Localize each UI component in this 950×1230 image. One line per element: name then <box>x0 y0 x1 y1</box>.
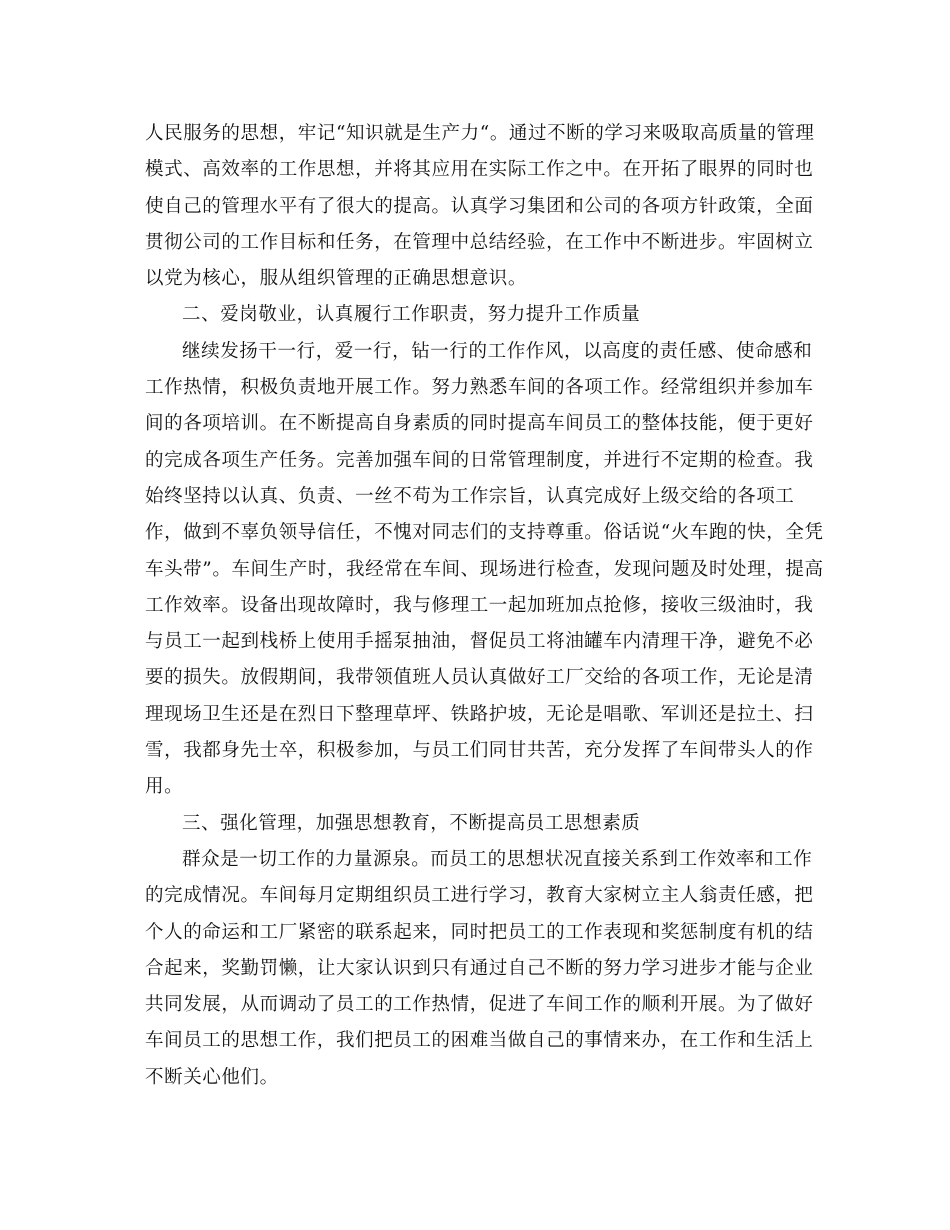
text-line: 车头带”。车间生产时，我经常在车间、现场进行检查，发现问题及时处理，提高 <box>145 558 824 580</box>
text-line: 使自己的管理水平有了很大的提高。认真学习集团和公司的各项方针政策，全面 <box>145 195 814 217</box>
paragraph-1 <box>145 116 815 297</box>
text-line: 作，做到不辜负领导信任，不愧对同志们的支持尊重。俗话说“火车跑的快，全凭 <box>145 522 824 544</box>
document-body <box>145 116 824 1096</box>
text-line: 合起来，奖勤罚懒，让大家认识到只有通过自己不断的努力学习进步才能与企业 <box>145 957 814 979</box>
paragraph-2 <box>145 334 824 806</box>
text-line: 共同发展，从而调动了员工的工作热情，促进了车间工作的顺利开展。为了做好 <box>145 994 814 1016</box>
text-line: 雪，我都身先士卒，积极参加，与员工们同甘共苦，充分发挥了车间带头人的作 <box>145 740 814 762</box>
text-line: 贯彻公司的工作目标和任务，在管理中总结经验，在工作中不断进步。牢固树立 <box>145 231 814 253</box>
text-line: 工作效率。设备出现故障时，我与修理工一起加班加点抢修，接收三级油时，我 <box>145 594 814 616</box>
paragraph-3 <box>145 842 814 1096</box>
text-line: 与员工一起到栈桥上使用手摇泵抽油，督促员工将油罐车内清理干净，避免不必 <box>145 631 814 653</box>
text-line: 个人的命运和工厂紧密的联系起来，同时把员工的工作表现和奖惩制度有机的结 <box>145 921 814 943</box>
text-line: 工作热情，积极负责地开展工作。努力熟悉车间的各项工作。经常组织并参加车 <box>145 377 814 399</box>
section-heading-3: 三、强化管理，加强思想教育，不断提高员工思想素质 <box>182 812 641 834</box>
text-line: 不断关心他们。 <box>145 1066 279 1088</box>
text-line: 的完成各项生产任务。完善加强车间的日常管理制度，并进行不定期的检查。我 <box>145 449 814 471</box>
text-line: 理现场卫生还是在烈日下整理草坪、铁路护坡，无论是唱歌、军训还是拉土、扫 <box>145 703 814 725</box>
text-line: 间的各项培训。在不断提高自身素质的同时提高车间员工的整体技能，便于更好 <box>145 413 814 435</box>
section-heading-2: 二、爱岗敬业，认真履行工作职责，努力提升工作质量 <box>182 304 641 326</box>
text-line: 群众是一切工作的力量源泉。而员工的思想状况直接关系到工作效率和工作 <box>182 848 813 870</box>
text-line: 用。 <box>145 776 184 798</box>
text-line: 以党为核心，服从组织管理的正确思想意识。 <box>145 268 528 290</box>
text-line: 人民服务的思想，牢记“知识就是生产力“。通过不断的学习来吸取高质量的管理 <box>145 123 815 144</box>
text-line: 始终坚持以认真、负责、一丝不苟为工作宗旨，认真完成好上级交给的各项工 <box>145 485 795 507</box>
text-line: 车间员工的思想工作，我们把员工的困难当做自己的事情来办，在工作和生活上 <box>145 1030 814 1052</box>
text-line: 的完成情况。车间每月定期组织员工进行学习，教育大家树立主人翁责任感，把 <box>145 885 814 907</box>
text-line: 继续发扬干一行，爱一行，钻一行的工作作风，以高度的责任感、使命感和 <box>182 340 813 362</box>
text-line: 要的损失。放假期间，我带领值班人员认真做好工厂交给的各项工作，无论是清 <box>145 667 814 689</box>
text-line: 模式、高效率的工作思想，并将其应用在实际工作之中。在开拓了眼界的同时也 <box>145 159 814 181</box>
